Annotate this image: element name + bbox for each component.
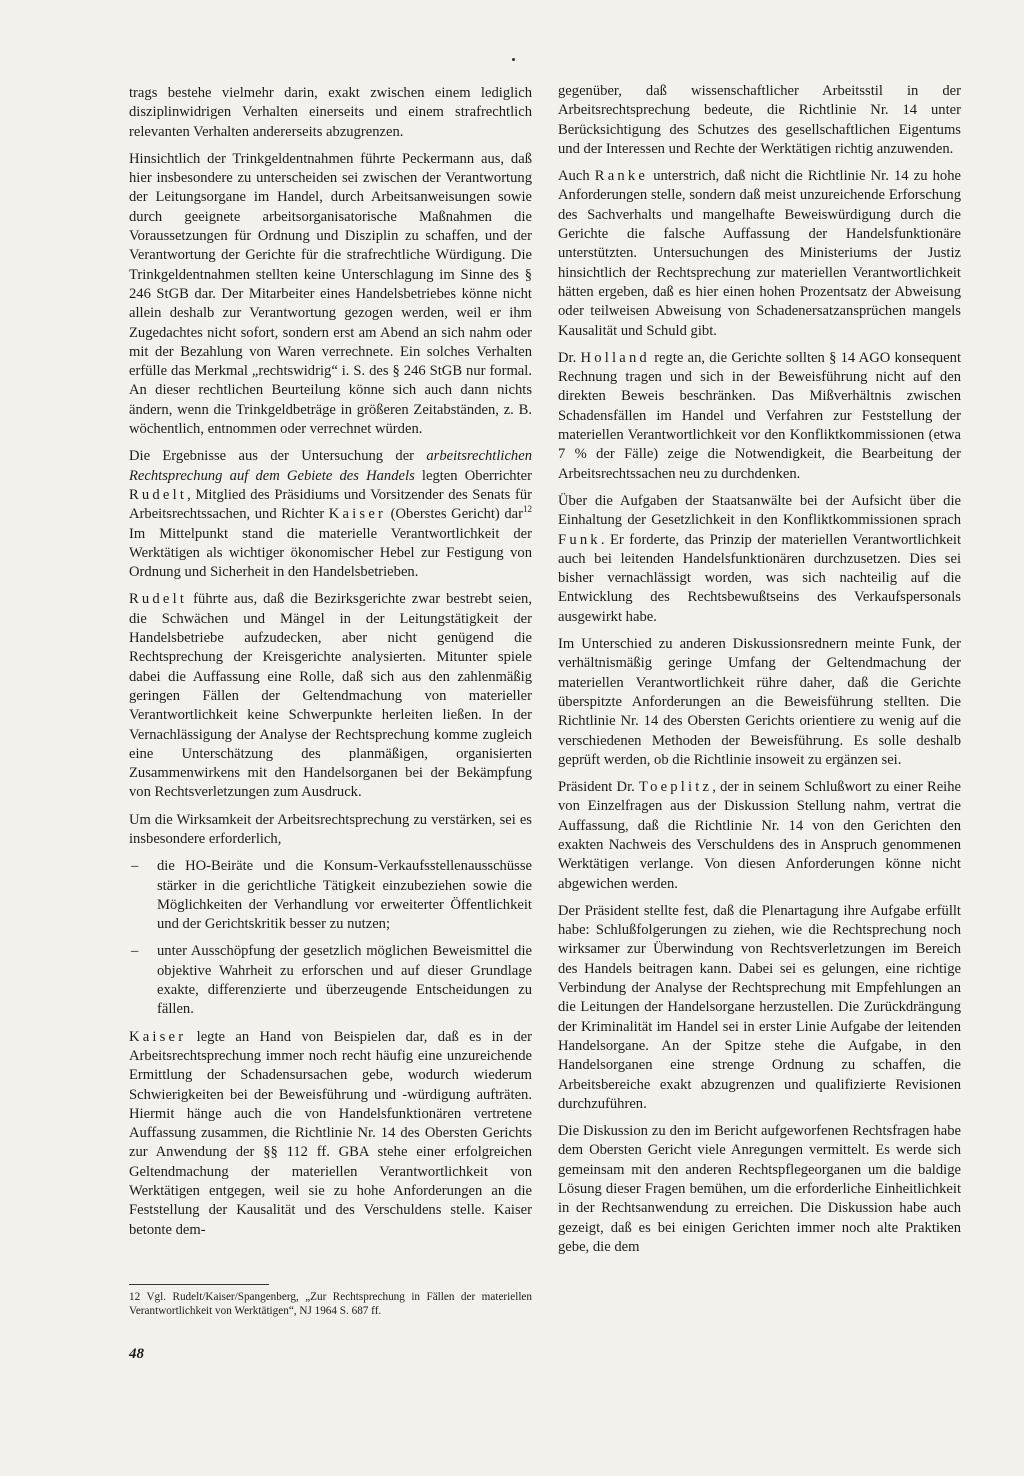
- page-number: 48: [129, 1346, 144, 1362]
- print-speck: [512, 58, 515, 61]
- paragraph: Die Ergebnisse aus der Untersuchung der arbeitsrechtlichen Rechtsprechung auf dem Gebiete des Handels legten Oberrichter Rudelt, Mitglied des Präsidiums und Vorsitzender des Senats für Arbeitsrechtssachen, und Richter Kaiser (Oberstes Gericht) dar$^{12}$ Im Mittelpunkt stand die materielle Verantwortlichkeit der Werktätigen als wichtiger ökonomischer Hebel zur Festigung von Ordnung und Sicherheit in den Handelsbetrieben.: [129, 448, 532, 581]
- paragraph: trags bestehe vielmehr darin, exakt zwischen einem lediglich disziplinwidrigen Verhalten einerseits und einem strafrechtlich relevanten Verhalten andererseits abzugrenzen.: [129, 85, 532, 140]
- spaced-name: Kaiser: [129, 1028, 187, 1045]
- paragraph: Über die Aufgaben der Staatsanwälte bei der Aufsicht über die Einhaltung der Gesetzlichkeit in den Konfliktkommissionen sprach Funk. Er forderte, das Prinzip der materiellen Verantwortlichkeit auch bei leitenden Handelsfunktionären durchzusetzen. Dies sei bisher vernachlässigt worden, was sich nachteilig auf die Entwicklung des Rechtsbewußtseins des Verkaufspersonals ausgewirkt habe.: [558, 492, 961, 625]
- dash-list: [129, 857, 532, 1019]
- paragraph: Kaiser legte an Hand von Beispielen dar, daß es in der Arbeitsrechtsprechung immer noch recht häufig eine unzureichende Ermittlung der Schadensursachen gebe, wodurch wiederum Schwierigkeiten bei der Beweisführung und -würdigung aufträten. Hiermit hänge auch die von Handelsfunktionären vertretene Auffassung zusammen, die Richtlinie Nr. 14 des Obersten Gerichts zur Anwendung der §§ 112 ff. GBA stehe einer erfolgreichen Geltendmachung der materiellen Verantwortlichkeit von Werktätigen entgegen, weil sie zu hohe Anforderungen an die Feststellung der Kausalität und des Verschuldens stelle. Kaiser betonte dem-: [129, 1028, 532, 1238]
- right-column: [558, 82, 961, 1265]
- paragraph: Präsident Dr. Toeplitz, der in seinem Schlußwort zu einer Reihe von Einzelfragen aus der Diskussion Stellung nahm, vertrat die Auffassung, daß die Richtlinie Nr. 14 von den Gerichten den exakten Nachweis des Verschuldens des in Anspruch genommenen Werktätigen verlange. Von diesen Anforderungen könne nicht abgewichen werden.: [558, 779, 961, 892]
- paragraph: Im Unterschied zu anderen Diskussionsrednern meinte Funk, der verhältnismäßig geringe Umfang der Geltendmachung der materiellen Verantwortlichkeit rühre daher, daß die Gerichte überspitzte Anforderungen an die Beweisführung stellten. Die Richtlinie Nr. 14 des Obersten Gerichts orientiere zu wenig auf die verschiedenen Methoden der Beweisführung. Es solle deshalb geprüft werden, ob die Richtlinie insoweit zu ergänzen sei.: [558, 636, 961, 768]
- paragraph: Die Diskussion zu den im Bericht aufgeworfenen Rechtsfragen habe dem Obersten Gericht viele Anregungen vermittelt. Es werde sich gemeinsam mit den anderen Rechtspflegeorganen um die baldige Lösung dieser Fragen bemühen, um die erforderliche Einheitlichkeit in der Rechtsanwendung zu erreichen. Die Diskussion habe auch gezeigt, daß es bei einigen Gerichten immer noch alte Praktiken gebe, die dem: [558, 1123, 961, 1255]
- spaced-name: Holland: [580, 349, 650, 366]
- left-column: [129, 84, 532, 1248]
- paragraph: Auch Ranke unterstrich, daß nicht die Richtlinie Nr. 14 zu hohe Anforderungen stelle, sondern daß meist unzureichende Erforschung des Sachverhalts und mangelhafte Beweiswürdigung durch die Gerichte die falsche Auffassung der Handelsfunktionäre unterstützten. Untersuchungen des Ministeriums der Justiz hinsichtlich der Rechtsprechung zur materiellen Verantwortlichkeit hätten ergeben, daß es hier einen hohen Prozentsatz der Abweisung oder teilweisen Abweisung von Schadenersatzansprüchen mangels Kausalität und Schuld gibt.: [558, 168, 961, 339]
- paragraph: gegenüber, daß wissenschaftlicher Arbeitsstil in der Arbeitsrechtsprechung bedeute, die Richtlinie Nr. 14 unter Berücksichtigung des Schutzes des gesellschaftlichen Eigentums und der Interessen und Rechte der Werktätigen richtig anzuwenden.: [558, 83, 961, 157]
- paragraph: Der Präsident stellte fest, daß die Plenartagung ihre Aufgabe erfüllt habe: Schlußfolgerungen zu ziehen, wie die Rechtsprechung noch wirksamer zur Überwindung von Rechtsverletzungen im Bereich des Handels beitragen kann. Dabei sei es gelungen, eine richtige Verbindung der Analyse der Rechtsprechung mit Empfehlungen an die Leitungen der Handelsorgane herzustellen. Die Zurückdrängung der Kriminalität im Handel sei in erster Linie Aufgabe der leitenden Handelsorgane. An der Spitze stehe die Aufgabe, in den Handelsorganen eine strenge Ordnung zu schaffen, die Arbeitsbereiche exakt abzugrenzen und qualifizierte Revisionen durchzuführen.: [558, 902, 961, 1112]
- spaced-name: Ranke: [594, 168, 649, 185]
- footnote: 12 Vgl. Rudelt/Kaiser/Spangenberg, „Zur Rechtsprechung in Fällen der materiellen Verantwortlichkeit von Werktätigen“, NJ 1964 S. 687 ff.: [129, 1291, 532, 1317]
- footnote-ref: 12: [523, 504, 532, 515]
- list-item: – die HO-Beiräte und die Konsum-Verkaufsstellenausschüsse stärker in die gerichtliche Tätigkeit einzubeziehen sowie die Möglichkeiten der Verhandlung vor erweiterter Öffentlichkeit und der Gerichtskritik besser zu nutzen;: [129, 857, 532, 934]
- paragraph: Rudelt führte aus, daß die Bezirksgerichte zwar bestrebt seien, die Schwächen und Mängel in der Leitungstätigkeit der Handelsbetriebe aufzudecken, aber nicht genügend die Rechtsprechung der Kreisgerichte analysierten. Mitunter spiele dabei die Auffassung eine Rolle, daß sich aus den zahlenmäßig geringen Fällen der Geltendmachung von materieller Verantwortlichkeit keine Schwerpunkte herleiten ließen. In der Vernachlässigung der Analyse der Rechtsprechung komme zugleich eine Unterschätzung des planmäßigen, organisierten Zusammenwirkens mit den Handelsorganen bei der Bekämpfung von Rechtsverletzungen zum Ausdruck.: [129, 591, 532, 801]
- spaced-name: Kaiser: [328, 506, 387, 523]
- spaced-name: Funk: [558, 531, 601, 548]
- paragraph: Um die Wirksamkeit der Arbeitsrechtsprechung zu verstärken, sei es insbesondere erforderlich,: [129, 811, 532, 847]
- paragraph: Dr. Holland regte an, die Gerichte sollten § 14 AGO konsequent Rechnung tragen und sich in der Beweisführung nicht auf den direkten Beweis beschränken. Das Mißverhältnis zwischen Schadensfällen im Handel und Verfahren zur Feststellung der materiellen Verantwortlichkeit vor den Konfliktkommissionen (etwa 7 % der Fälle) zeige die Notwendigkeit, die Bearbeitung der Arbeitsrechtssachen neu zu durchdenken.: [558, 349, 962, 482]
- list-item: – unter Ausschöpfung der gesetzlich möglichen Beweismittel die objektive Wahrheit zu erforschen und auf dieser Grundlage exakte, differenzierte und überzeugende Entscheidungen zu fällen.: [129, 942, 532, 1019]
- spaced-name: Rudelt: [129, 591, 188, 608]
- paragraph: Hinsichtlich der Trinkgeldentnahmen führte Peckermann aus, daß hier insbesondere zu unterscheiden sei zwischen der Verantwortung der Leitungsorgane im Handel, durch Arbeitsanweisungen sowie durch geeignete arbeitsorganisatorische Maßnahmen die Voraussetzungen für Ordnung und Disziplin zu schaffen, und der Verantwortung der Gerichte für die strafrechtliche Würdigung. Die Trinkgeldentnahmen stellten keine Unterschlagung im Sinne des § 246 StGB dar. Der Mitarbeiter eines Handelsbetriebes könne nicht allein deshalb zur Verantwortung gezogen werden, weil er ihm Zugedachtes nicht sofort, sondern erst am Abend an sich nahm oder mit der Bezahlung von Waren verrechnete. Ein solches Verhalten erfülle das Merkmal „rechtswidrig“ i. S. des § 246 StGB nur formal. An dieser rechtlichen Beurteilung könne sich auch dann nichts ändern, wenn die Trinkgeldbeträge in größeren Zeitabständen, z. B. wöchentlich, entnommen oder verrechnet würden.: [129, 150, 532, 438]
- spaced-name: Rudelt: [129, 486, 188, 503]
- emphasis: arbeitsrechtlichen Rechtsprechung auf dem Gebiete des Handels: [129, 448, 532, 484]
- spaced-name: Toeplitz: [639, 779, 713, 796]
- footnote-rule: [129, 1284, 269, 1285]
